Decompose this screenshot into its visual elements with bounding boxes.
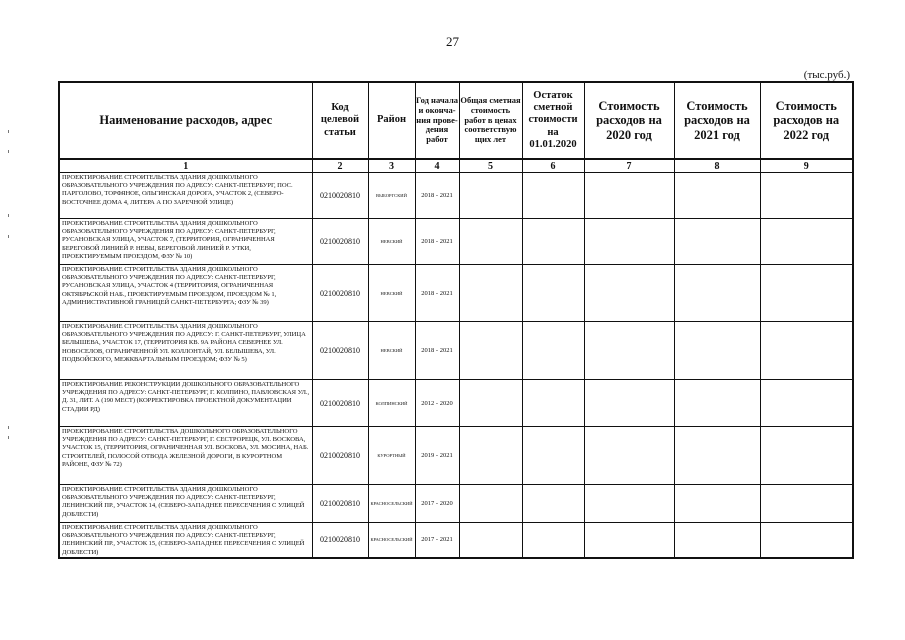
cost-2022-cell [760, 322, 853, 380]
column-number: 2 [312, 159, 368, 173]
target-code: 0210020810 [312, 485, 368, 523]
cost-2020-cell [584, 219, 674, 265]
cost-2022-cell [760, 380, 853, 427]
column-number: 9 [760, 159, 853, 173]
total-cost-cell [459, 173, 522, 219]
margin-mark [8, 235, 9, 238]
page-number: 27 [446, 34, 459, 49]
units-label: (тыс.руб.) [803, 69, 850, 81]
margin-mark [8, 426, 9, 429]
table-row [59, 380, 853, 427]
table-row [59, 173, 853, 219]
table-row [59, 265, 853, 322]
district: КРАСНОСЕЛЬСКИЙ [368, 485, 415, 523]
target-code: 0210020810 [312, 322, 368, 380]
cost-2022-cell [760, 265, 853, 322]
remaining-cell [522, 380, 584, 427]
target-code: 0210020810 [312, 265, 368, 322]
work-years: 2018 - 2021 [415, 265, 459, 322]
header-years: Год начала и оконча-ния прове-дения работ [415, 82, 459, 159]
cost-2022-cell [760, 523, 853, 558]
cost-2022-cell [760, 485, 853, 523]
work-years: 2017 - 2020 [415, 485, 459, 523]
remaining-cell [522, 219, 584, 265]
expense-name: ПРОЕКТИРОВАНИЕ СТРОИТЕЛЬСТВА ЗДАНИЯ ДОШКОЛЬНОГО ОБРАЗОВАТЕЛЬНОГО УЧРЕЖДЕНИЯ ПО АДРЕСУ: САНКТ-ПЕТЕРБУРГ, РУСАНОВСКАЯ УЛИЦА, УЧАСТОК 4 (ТЕРРИТОРИЯ, ОГРАНИЧЕННАЯ ОКТЯБРЬСКОЙ НАБ., ПРОЕКТИРУЕМЫМ ПРОЕЗДОМ, ПРОЕЗДОМ № 1, АДМИНИСТРАТИВНОЙ ГРАНИЦЕЙ САНКТ-ПЕТЕРБУРГА; ФЗУ № 39) [59, 265, 312, 322]
header-row [59, 82, 853, 159]
remaining-cell [522, 265, 584, 322]
cost-2021-cell [674, 427, 760, 485]
total-cost-cell [459, 380, 522, 427]
work-years: 2018 - 2021 [415, 173, 459, 219]
cost-2020-cell [584, 322, 674, 380]
cost-2021-cell [674, 485, 760, 523]
cost-2021-cell [674, 173, 760, 219]
cost-2021-cell [674, 219, 760, 265]
cost-2020-cell [584, 485, 674, 523]
work-years: 2018 - 2021 [415, 322, 459, 380]
cost-2020-cell [584, 380, 674, 427]
district: ВЫБОРГСКИЙ [368, 173, 415, 219]
expenses-table [58, 81, 854, 559]
district: НЕВСКИЙ [368, 219, 415, 265]
table-row [59, 427, 853, 485]
cost-2022-cell [760, 173, 853, 219]
expense-name: ПРОЕКТИРОВАНИЕ СТРОИТЕЛЬСТВА ЗДАНИЯ ДОШКОЛЬНОГО ОБРАЗОВАТЕЛЬНОГО УЧРЕЖДЕНИЯ ПО АДРЕСУ: Г. САНКТ-ПЕТЕРБУРГ, УЛИЦА БЕЛЫШЕВА, УЧАСТОК 17, (ТЕРРИТОРИЯ КВ. 9А РАЙОНА СЕВЕРНЕЕ УЛ. НОВОСЕЛОВ, ОГРАНИЧЕННОЙ УЛ. КОЛЛОНТАЙ, УЛ. БЕЛЫШЕВА, УЛ. ПОДВОЙСКОГО, МЕЖКВАРТАЛЬНЫМ ПРОЕЗДОМ; ФЗУ № 5) [59, 322, 312, 380]
expense-name: ПРОЕКТИРОВАНИЕ РЕКОНСТРУКЦИИ ДОШКОЛЬНОГО ОБРАЗОВАТЕЛЬНОГО УЧРЕЖДЕНИЯ ПО АДРЕСУ: САНКТ-ПЕТЕРБУРГ, Г. КОЛПИНО, ПАВЛОВСКАЯ УЛ., Д. 31, ЛИТ. А (190 МЕСТ) (КОРРЕКТИРОВКА ПРОЕКТНОЙ ДОКУМЕНТАЦИИ СТАДИИ РД) [59, 380, 312, 427]
cost-2022-cell [760, 219, 853, 265]
remaining-cell [522, 523, 584, 558]
cost-2021-cell [674, 523, 760, 558]
remaining-cell [522, 485, 584, 523]
cost-2021-cell [674, 265, 760, 322]
remaining-cell [522, 427, 584, 485]
target-code: 0210020810 [312, 523, 368, 558]
target-code: 0210020810 [312, 380, 368, 427]
cost-2022-cell [760, 427, 853, 485]
target-code: 0210020810 [312, 427, 368, 485]
expense-name: ПРОЕКТИРОВАНИЕ СТРОИТЕЛЬСТВА ЗДАНИЯ ДОШКОЛЬНОГО ОБРАЗОВАТЕЛЬНОГО УЧРЕЖДЕНИЯ ПО АДРЕСУ: САНКТ-ПЕТЕРБУРГ, РУСАНОВСКАЯ УЛИЦА, УЧАСТОК 7, (ТЕРРИТОРИЯ, ОГРАНИЧЕННАЯ БЕРЕГОВОЙ ЛИНИЕЙ Р. НЕВЫ, БЕРЕГОВОЙ ЛИНИЕЙ Р. УТКИ, ПРОЕКТИРУЕМЫМ ПРОЕЗДОМ, ФЗУ № 10) [59, 219, 312, 265]
header-cost-2021: Стоимость расходов на 2021 год [674, 82, 760, 159]
total-cost-cell [459, 523, 522, 558]
cost-2020-cell [584, 427, 674, 485]
work-years: 2012 - 2020 [415, 380, 459, 427]
district: НЕВСКИЙ [368, 265, 415, 322]
total-cost-cell [459, 427, 522, 485]
expense-name: ПРОЕКТИРОВАНИЕ СТРОИТЕЛЬСТВА ДОШКОЛЬНОГО ОБРАЗОВАТЕЛЬНОГО УЧРЕЖДЕНИЯ ПО АДРЕСУ: САНКТ-ПЕТЕРБУРГ, Г. СЕСТРОРЕЦК, УЛ. ВОСКОВА, УЧАСТОК 15, (ТЕРРИТОРИЯ, ОГРАНИЧЕННАЯ УЛ. ВОСКОВА, УЛ. МОСИНА, НАБ. СТРОИТЕЛЕЙ, ПОЛОСОЙ ОТВОДА ЖЕЛЕЗНОЙ ДОРОГИ, В КУРОРТНОМ РАЙОНЕ, ФЗУ № 72) [59, 427, 312, 485]
margin-mark [8, 130, 9, 133]
header-code: Код целевой статьи [312, 82, 368, 159]
expense-name: ПРОЕКТИРОВАНИЕ СТРОИТЕЛЬСТВА ЗДАНИЯ ДОШКОЛЬНОГО ОБРАЗОВАТЕЛЬНОГО УЧРЕЖДЕНИЯ ПО АДРЕСУ: САНКТ-ПЕТЕРБУРГ, ЛЕНИНСКИЙ ПР., УЧАСТОК 14, (СЕВЕРО-ЗАПАДНЕЕ ПЕРЕСЕЧЕНИЯ С УЛИЦЕЙ ДОБЛЕСТИ) [59, 485, 312, 523]
header-name: Наименование расходов, адрес [59, 82, 312, 159]
district: НЕВСКИЙ [368, 322, 415, 380]
cost-2020-cell [584, 523, 674, 558]
table-row [59, 322, 853, 380]
column-number: 4 [415, 159, 459, 173]
district: КРАСНОСЕЛЬСКИЙ [368, 523, 415, 558]
margin-mark [8, 436, 9, 439]
district: КУРОРТНЫЙ [368, 427, 415, 485]
header-cost-2020: Стоимость расходов на 2020 год [584, 82, 674, 159]
column-number-row [59, 159, 853, 173]
margin-mark [8, 150, 9, 153]
total-cost-cell [459, 265, 522, 322]
header-district: Район [368, 82, 415, 159]
total-cost-cell [459, 485, 522, 523]
header-total-cost: Общая сметная стоимость работ в ценах соответствую щих лет [459, 82, 522, 159]
cost-2020-cell [584, 265, 674, 322]
column-number: 3 [368, 159, 415, 173]
remaining-cell [522, 173, 584, 219]
table-row [59, 219, 853, 265]
header-cost-2022: Стоимость расходов на 2022 год [760, 82, 853, 159]
column-number: 7 [584, 159, 674, 173]
column-number: 6 [522, 159, 584, 173]
expense-name: ПРОЕКТИРОВАНИЕ СТРОИТЕЛЬСТВА ЗДАНИЯ ДОШКОЛЬНОГО ОБРАЗОВАТЕЛЬНОГО УЧРЕЖДЕНИЯ ПО АДРЕСУ: САНКТ-ПЕТЕРБУРГ, ЛЕНИНСКИЙ ПР., УЧАСТОК 15, (СЕВЕРО-ЗАПАДНЕЕ ПЕРЕСЕЧЕНИЯ С УЛИЦЕЙ ДОБЛЕСТИ) [59, 523, 312, 558]
cost-2020-cell [584, 173, 674, 219]
work-years: 2018 - 2021 [415, 219, 459, 265]
work-years: 2017 - 2021 [415, 523, 459, 558]
table-row [59, 485, 853, 523]
target-code: 0210020810 [312, 173, 368, 219]
header-remaining: Остаток сметной стоимости на 01.01.2020 [522, 82, 584, 159]
table-row [59, 523, 853, 558]
cost-2021-cell [674, 380, 760, 427]
column-number: 1 [59, 159, 312, 173]
total-cost-cell [459, 219, 522, 265]
margin-mark [8, 214, 9, 217]
target-code: 0210020810 [312, 219, 368, 265]
expense-name: ПРОЕКТИРОВАНИЕ СТРОИТЕЛЬСТВА ЗДАНИЯ ДОШКОЛЬНОГО ОБРАЗОВАТЕЛЬНОГО УЧРЕЖДЕНИЯ ПО АДРЕСУ: САНКТ-ПЕТЕРБУРГ, ПОС. ПАРГОЛОВО, ТОРФЯНОЕ, ОЛЬГИНСКАЯ ДОРОГА, УЧАСТОК 2, (СЕВЕРО-ВОСТОЧНЕЕ ДОМА 4, ЛИТЕРА А ПО ЗАРЕЧНОЙ УЛИЦЕ) [59, 173, 312, 219]
cost-2021-cell [674, 322, 760, 380]
remaining-cell [522, 322, 584, 380]
total-cost-cell [459, 322, 522, 380]
column-number: 5 [459, 159, 522, 173]
work-years: 2019 - 2021 [415, 427, 459, 485]
column-number: 8 [674, 159, 760, 173]
district: КОЛПИНСКИЙ [368, 380, 415, 427]
